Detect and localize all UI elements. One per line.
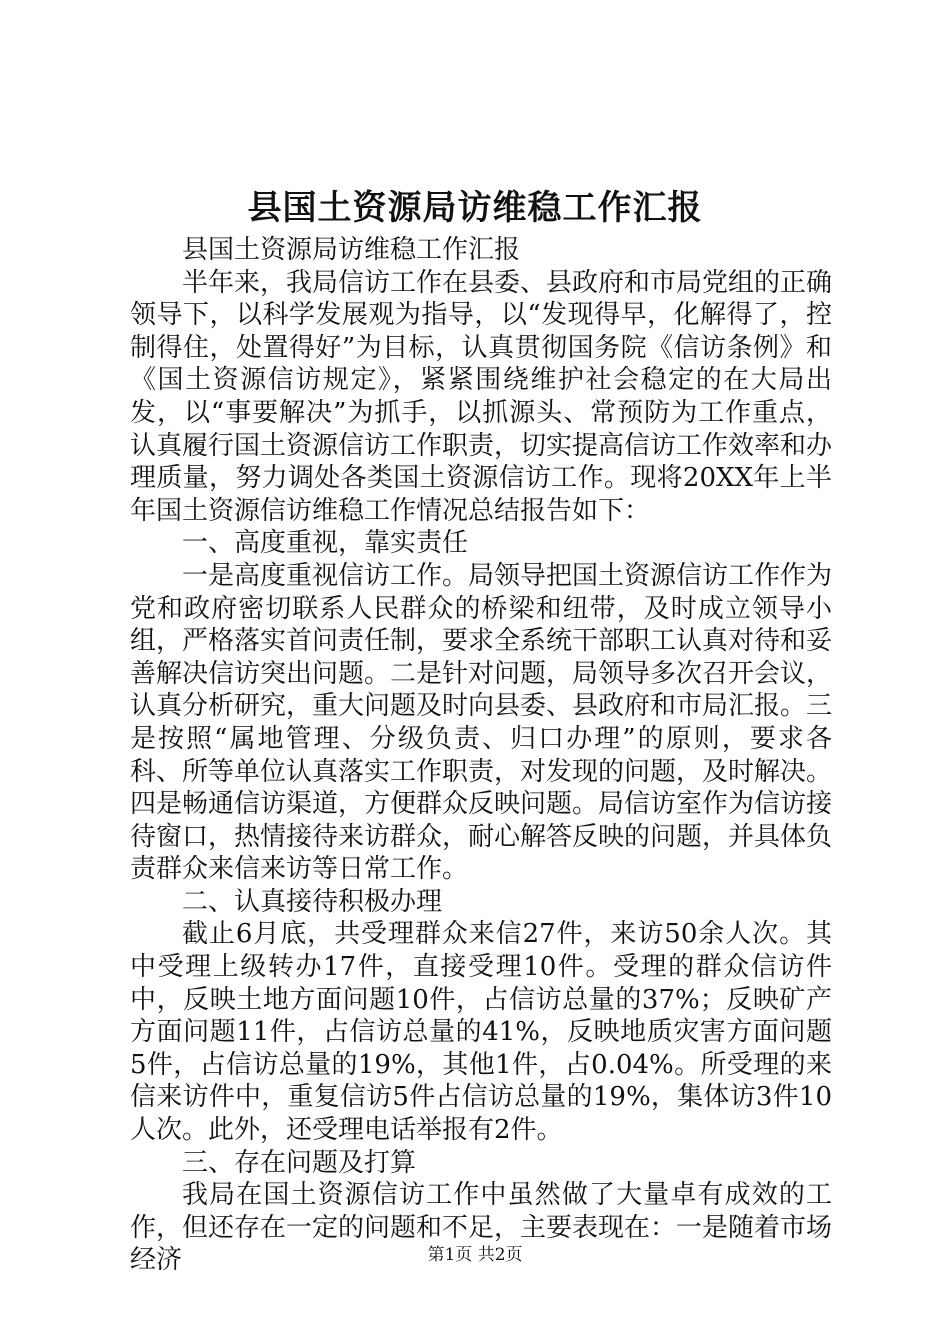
paragraph-intro: 半年来，我局信访工作在县委、县政府和市局党组的正确领导下，以科学发展观为指导，以“发现得早，化解得了，控制得住，处置得好”为目标，认真贯彻国务院《信访条例》和《国土资源信访规定》，紧紧围绕维护社会稳定的在大局出发，以“事要解决”为抓手，以抓源头、常预防为工作重点，认真履行国土资源信访工作职责，切实提高信访工作效率和办理质量，努力调处各类国土资源信访工作。现将20XX年上半年国土资源信访维稳工作情况总结报告如下：: [130, 267, 833, 526]
paragraph-section-1: 一是高度重视信访工作。局领导把国土资源信访工作作为党和政府密切联系人民群众的桥梁和纽带，及时成立领导小组，严格落实首问责任制，要求全系统干部职工认真对待和妥善解决信访突出问题。二是针对问题，局领导多次召开会议，认真分析研究，重大问题及时向县委、县政府和市局汇报。三是按照“属地管理、分级负责、归口办理”的原则，要求各科、所等单位认真落实工作职责，对发现的问题，及时解决。四是畅通信访渠道，方便群众反映问题。局信访室作为信访接待窗口，热情接待来访群众，耐心解答反映的问题，并具体负责群众来信来访等日常工作。: [130, 560, 833, 885]
page-number-footer: 第1页 共2页: [427, 1245, 523, 1265]
section-heading-2: 二、认真接待积极办理: [182, 886, 443, 917]
document-title: 县国土资源局访维稳工作汇报: [247, 188, 703, 228]
paragraph-section-2: 截止6月底，共受理群众来信27件，来访50余人次。其中受理上级转办17件，直接受理10件。受理的群众信访件中，反映土地方面问题10件，占信访总量的37%；反映矿产方面问题11件，占信访总量的41%，反映地质灾害方面问题5件，占信访总量的19%，其他1件，占0.04%。所受理的来信来访件中，重复信访5件占信访总量的19%，集体访3件10人次。此外，还受理电话举报有2件。: [130, 919, 832, 1146]
section-heading-1: 一、高度重视，靠实责任: [182, 528, 469, 559]
paragraph-section-3: 我局在国土资源信访工作中虽然做了大量卓有成效的工作，但还存在一定的问题和不足，主要表现在：一是随着市场经济: [130, 1180, 833, 1276]
paragraph-subtitle: 县国土资源局访维稳工作汇报: [182, 235, 521, 265]
section-heading-3: 三、存在问题及打算: [182, 1147, 417, 1178]
